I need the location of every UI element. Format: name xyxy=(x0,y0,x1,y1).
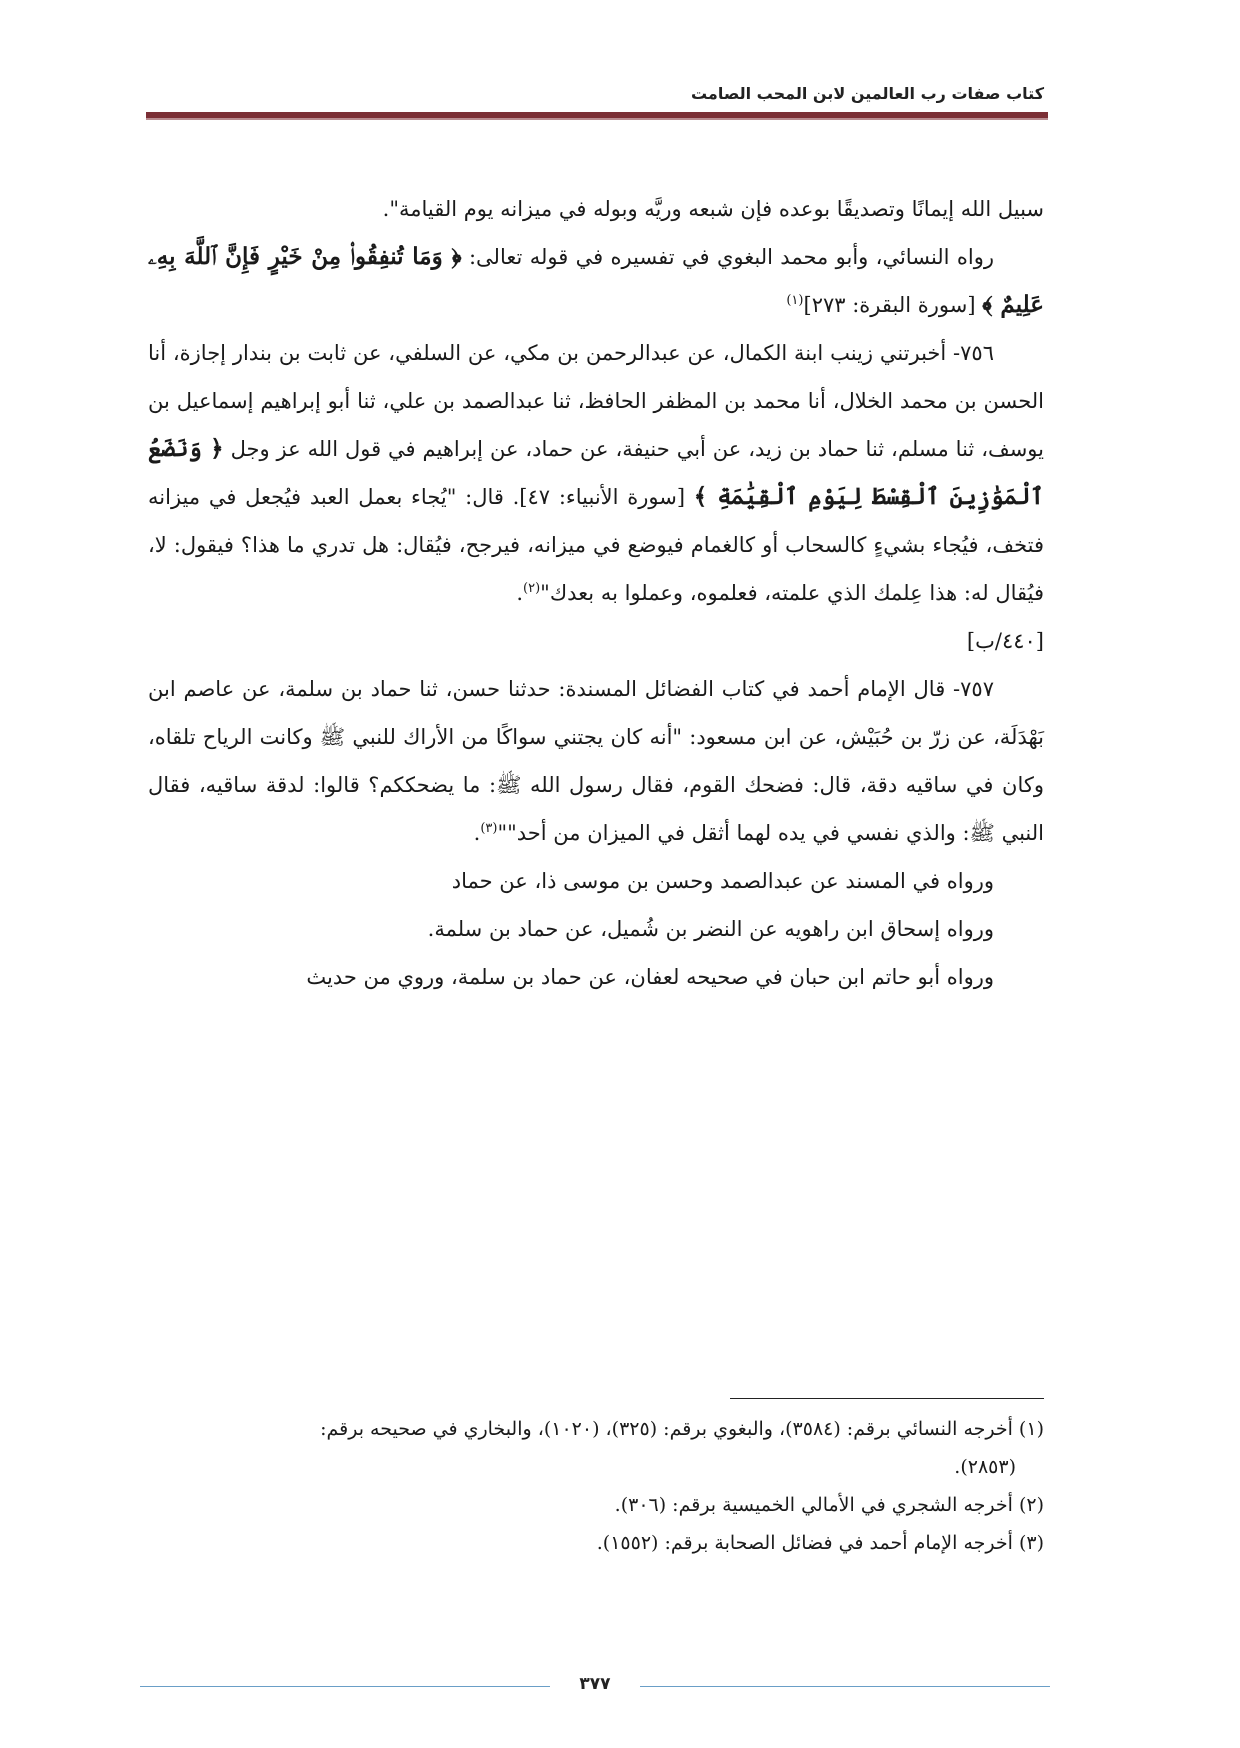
paragraph-riwaya-musnad: ورواه في المسند عن عبدالصمد وحسن بن موسى ذا، عن حماد xyxy=(451,869,994,893)
main-text xyxy=(148,185,1044,1001)
hadith-756-matn: [سورة الأنبياء: ٤٧]. قال: "يُجاء بعمل العبد فيُجعل في ميزانه فتخف، فيُجاء بشيءٍ كالسحاب أو كالغمام فيوضع في ميزانه، فيرجح، فيُقال: هل تدري ما هذا؟ فيقول: لا، فيُقال له: هذا عِلمك الذي علمته، فعلموه، وعملوا به بعدك" xyxy=(148,485,1044,605)
footnote-marker: (٢) xyxy=(523,581,541,596)
header-rule xyxy=(146,112,1048,120)
footnotes xyxy=(148,1410,1044,1562)
paragraph-riwaya-ibn-hibban: ورواه أبو حاتم ابن حبان في صحيحه لعفان، عن حماد بن سلمة، وروي من حديث xyxy=(306,965,994,989)
hadith-757-text: ٧٥٧- قال الإمام أحمد في كتاب الفضائل المسندة: حدثنا حسن، ثنا حماد بن سلمة، عن عاصم ابن بَهْدَلَة، عن زرّ بن حُبَيْش، عن ابن مسعود: "أنه كان يجتني سواكًا من الأراك للنبي ﷺ وكانت الرياح تلقاه، وكان في ساقيه دقة، قال: فضحك القوم، فقال رسول الله ﷺ: ما يضحككم؟ قالوا: لدقة ساقيه، فقال النبي ﷺ: والذي نفسي في يده لهما أثقل في الميزان من أحد"" xyxy=(148,677,1044,845)
paragraph-continuation: سبيل الله إيمانًا وتصديقًا بوعده فإن شبعه وريَّه وبوله في ميزانه يوم القيامة". xyxy=(382,197,1044,221)
page-number: ٣٧٧ xyxy=(579,1674,611,1694)
footnote-2: (٢) أخرجه الشجري في الأمالي الخميسية برقم: (٣٠٦). xyxy=(614,1494,1044,1516)
manuscript-folio-marker: [٤٤٠/ب] xyxy=(966,629,1044,653)
hadith-756 xyxy=(148,329,1044,617)
riwaya-text: رواه النسائي، وأبو محمد البغوي في تفسيره في قوله تعالى: xyxy=(461,245,995,269)
paragraph-riwaya-ishaq: ورواه إسحاق ابن راهويه عن النضر بن شُميل، عن حماد بن سلمة. xyxy=(427,917,994,941)
full-stop: . xyxy=(516,581,524,605)
hadith-756-isnad: ٧٥٦- أخبرتني زينب ابنة الكمال، عن عبدالرحمن بن مكي، عن السلفي، عن ثابت بن بندار إجازة، أنا الحسن بن محمد الخلال، أنا محمد بن المظفر الحافظ، ثنا عبدالصمد بن علي، ثنا أبو إبراهيم إسماعيل بن يوسف، ثنا مسلم، ثنا حماد بن زيد، عن أبي حنيفة، عن حماد، عن إبراهيم في قول الله عز وجل xyxy=(148,341,1045,461)
footnote-1-continuation: (٢٨٥٣). xyxy=(954,1456,1016,1478)
footnote-marker: (١) xyxy=(786,293,804,308)
quran-verse: ﴿ وَمَا تُنفِقُوا۟ مِنْ خَيْرٍ فَإِنَّ ٱللَّهَ بِهِۦ عَلِيمٌ ﴾ xyxy=(148,243,1044,318)
running-header: كتاب صفات رب العالمين لابن المحب الصامت xyxy=(690,84,1044,103)
footer-rule-left xyxy=(140,1686,550,1687)
paragraph-riwaya xyxy=(148,233,1044,329)
footnote-3: (٣) أخرجه الإمام أحمد في فضائل الصحابة برقم: (١٥٥٢). xyxy=(596,1532,1044,1554)
quran-verse: ﴿ وَنَضَعُ ٱلْمَوَٰزِينَ ٱلْقِسْطَ لِيَوْمِ ٱلْقِيَٰمَةِ ﴾ xyxy=(148,435,1045,510)
full-stop: . xyxy=(473,821,481,845)
footer-rule-right xyxy=(640,1686,1050,1687)
hadith-757 xyxy=(148,665,1044,857)
footnote-marker: (٣) xyxy=(480,821,498,836)
footnote-separator xyxy=(730,1398,1044,1399)
footnote-1: (١) أخرجه النسائي برقم: (٣٥٨٤)، والبغوي برقم: (٣٢٥)، (١٠٢٠)، والبخاري في صحيحه برقم: xyxy=(320,1418,1044,1440)
surah-reference: [سورة البقرة: ٢٧٣] xyxy=(803,293,983,317)
